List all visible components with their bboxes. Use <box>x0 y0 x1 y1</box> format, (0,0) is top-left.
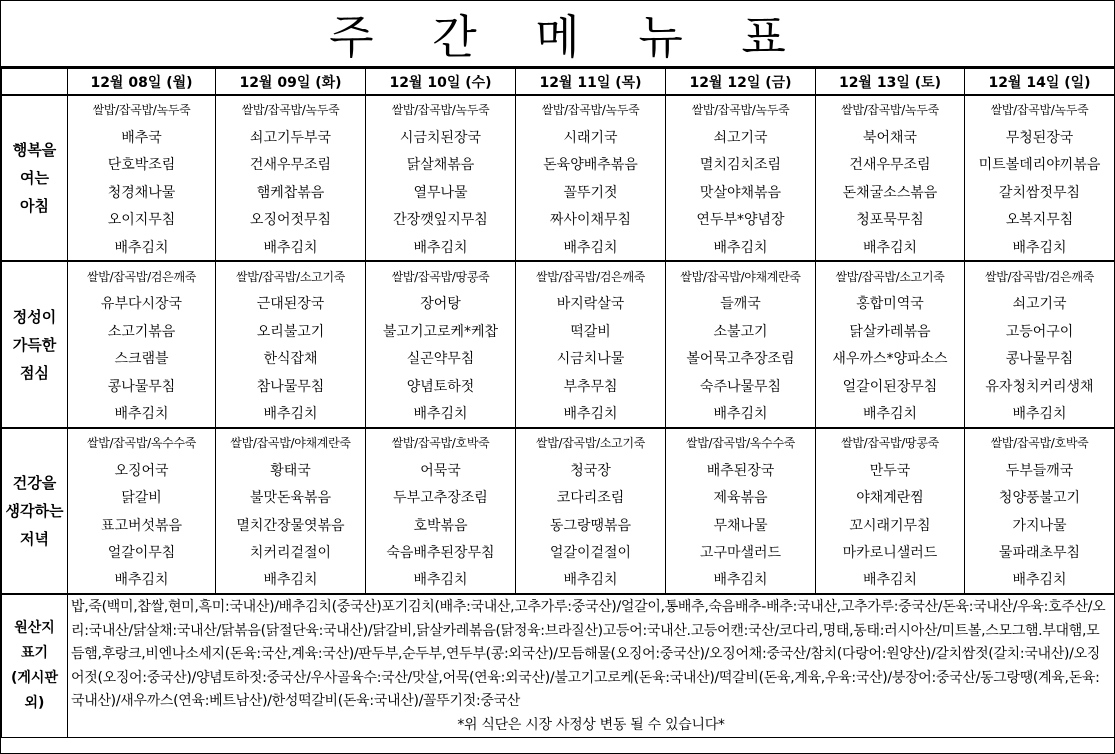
menu-item: 두부들깨국 <box>965 456 1115 483</box>
menu-item: 쌀밥/잡곡밥/호박죽 <box>965 428 1115 456</box>
meal-label-line: 건강을 <box>12 473 57 492</box>
origin-label <box>2 594 68 738</box>
day-header: 12월 11일 (목) <box>516 69 666 96</box>
menu-item: 쌀밥/잡곡밥/소고기죽 <box>816 261 965 289</box>
day-header: 12월 14일 (일) <box>965 69 1115 96</box>
menu-item: 양념토하젓 <box>366 372 516 399</box>
menu-item: 오복지무침 <box>965 206 1115 233</box>
menu-item: 배추김치 <box>216 566 366 594</box>
menu-item: 호박볶음 <box>366 511 516 538</box>
menu-item: 무청된장국 <box>965 123 1115 150</box>
meal-label-line: 여는 <box>20 169 49 188</box>
menu-item: 배추김치 <box>666 399 816 427</box>
menu-item: 쌀밥/잡곡밥/녹두죽 <box>666 95 816 123</box>
notice-text: *위 식단은 시장 사정상 변동 될 수 있습니다* <box>457 716 725 733</box>
menu-item: 장어탕 <box>366 290 516 317</box>
menu-item: 쌀밥/잡곡밥/땅콩죽 <box>366 261 516 289</box>
menu-item: 배추된장국 <box>666 456 816 483</box>
menu-item: 간장깻잎지무침 <box>366 206 516 233</box>
page-title: 주 간 메 뉴 표 <box>1 1 1114 68</box>
day-header: 12월 13일 (토) <box>816 69 965 96</box>
menu-item: 단호박조림 <box>68 151 216 178</box>
menu-item: 배추김치 <box>366 233 516 261</box>
menu-item: 미트볼데리야끼볶음 <box>965 151 1115 178</box>
menu-item: 표고버섯볶음 <box>68 511 216 538</box>
menu-item: 새우까스*양파소스 <box>816 345 965 372</box>
menu-item: 얼갈이된장무침 <box>816 372 965 399</box>
menu-item: 쌀밥/잡곡밥/검은깨죽 <box>516 261 666 289</box>
menu-item: 쌀밥/잡곡밥/옥수수죽 <box>68 428 216 456</box>
meal-label-line: 가득한 <box>12 335 57 354</box>
menu-item: 열무나물 <box>366 178 516 205</box>
menu-item: 배추김치 <box>516 233 666 261</box>
meal-label <box>2 428 68 594</box>
menu-item: 쌀밥/잡곡밥/검은깨죽 <box>965 261 1115 289</box>
menu-item: 연두부*양념장 <box>666 206 816 233</box>
meal-label-line: 생각하는 <box>5 501 64 520</box>
origin-label-line: 외) <box>24 695 45 712</box>
menu-row <box>2 566 1115 594</box>
menu-item: 북어채국 <box>816 123 965 150</box>
menu-item: 소불고기 <box>666 317 816 344</box>
menu-item: 오징어국 <box>68 456 216 483</box>
menu-item: 쌀밥/잡곡밥/소고기죽 <box>516 428 666 456</box>
origin-text: 밥,죽(백미,찹쌀,현미,흑미:국내산)/배추김치(중국산)포기김치(배추:국내산,고추가루:중국산)/얼갈이,통배추,숙음배추-배추:국내산,고추가루:중국산/돈육:국내산/우육:호주산/오리:국내산/닭살채:국내산/닭볶음(닭절단육:국내산)/닭갈비,닭살카레볶음(닭정육:브라질산)고등어:국내산.고등어캔:국산/코다리,명태,동태:러시아산/미트볼,스모그햄.부대햄,모듬햄,후랑크,비엔나소세지(돈육:국산,계육:국산)/판두부,순두부,연두부(콩:외국산)/모듬해물(오징어:중국산)/오징어채:중국산/참치(다랑어:원양산)/갈치쌈젓(갈치:국내산)/오징어젓(오징어:중국산)/양념토하젓:중국산/우사골육수:국산/맛살,어묵(연육:외국산)/불고기고로케(돈육:국내산)/떡갈비(돈육,계육,우육:국산)/붕장어:중국산/동그랑땡(계육,돈육:국내산)/새우까스(연육:베트남산)/한성떡갈비(돈육:국내산)/꼴뚜기젓:중국산 <box>71 599 1106 710</box>
menu-item: 쌀밥/잡곡밥/녹두죽 <box>68 95 216 123</box>
menu-item: 갈치쌈젓무침 <box>965 178 1115 205</box>
menu-item: 쇠고기국 <box>666 123 816 150</box>
menu-item: 멸치간장물엿볶음 <box>216 511 366 538</box>
menu-item: 쌀밥/잡곡밥/녹두죽 <box>216 95 366 123</box>
menu-item: 쌀밥/잡곡밥/야채계란죽 <box>216 428 366 456</box>
menu-item: 얼갈이겉절이 <box>516 538 666 565</box>
menu-item: 배추김치 <box>816 399 965 427</box>
menu-item: 배추김치 <box>965 233 1115 261</box>
menu-item: 실곤약무침 <box>366 345 516 372</box>
day-header: 12월 08일 (월) <box>68 69 216 96</box>
menu-item: 청경채나물 <box>68 178 216 205</box>
menu-row <box>2 538 1115 565</box>
menu-item: 오징어젓무침 <box>216 206 366 233</box>
header-row <box>2 69 1115 96</box>
menu-item: 콩나물무침 <box>68 372 216 399</box>
menu-item: 쌀밥/잡곡밥/녹두죽 <box>965 95 1115 123</box>
menu-item: 제육볶음 <box>666 483 816 510</box>
menu-row <box>2 372 1115 399</box>
menu-item: 청포묵무침 <box>816 206 965 233</box>
menu-row <box>2 95 1115 123</box>
menu-item: 배추김치 <box>965 566 1115 594</box>
day-header: 12월 09일 (화) <box>216 69 366 96</box>
menu-item: 건새우무조림 <box>816 151 965 178</box>
menu-item: 쌀밥/잡곡밥/옥수수죽 <box>666 428 816 456</box>
menu-item: 고구마샐러드 <box>666 538 816 565</box>
meal-label-line: 저녁 <box>20 529 49 548</box>
menu-item: 오이지무침 <box>68 206 216 233</box>
menu-item: 무채나물 <box>666 511 816 538</box>
menu-item: 배추김치 <box>366 399 516 427</box>
menu-row <box>2 317 1115 344</box>
menu-item: 청양풍불고기 <box>965 483 1115 510</box>
menu-item: 돈채굴소스볶음 <box>816 178 965 205</box>
menu-item: 배추김치 <box>216 233 366 261</box>
menu-item: 돈육양배추볶음 <box>516 151 666 178</box>
menu-item: 꼬시래기무침 <box>816 511 965 538</box>
menu-item: 꼴뚜기젓 <box>516 178 666 205</box>
menu-item: 만두국 <box>816 456 965 483</box>
menu-item: 쌀밥/잡곡밥/호박죽 <box>366 428 516 456</box>
menu-item: 소고기볶음 <box>68 317 216 344</box>
menu-item: 햄케찹볶음 <box>216 178 366 205</box>
menu-item: 쌀밥/잡곡밥/땅콩죽 <box>816 428 965 456</box>
menu-item: 황태국 <box>216 456 366 483</box>
menu-item: 배추김치 <box>666 566 816 594</box>
menu-row <box>2 261 1115 289</box>
menu-item: 배추김치 <box>666 233 816 261</box>
menu-item: 두부고추장조림 <box>366 483 516 510</box>
menu-item: 어묵국 <box>366 456 516 483</box>
menu-item: 배추김치 <box>68 399 216 427</box>
menu-item: 닭살카레볶음 <box>816 317 965 344</box>
menu-row <box>2 483 1115 510</box>
menu-item: 숙주나물무침 <box>666 372 816 399</box>
meal-label <box>2 261 68 427</box>
origin-label-line: 원산지 <box>14 620 55 637</box>
menu-item: 물파래초무침 <box>965 538 1115 565</box>
menu-item: 쌀밥/잡곡밥/녹두죽 <box>366 95 516 123</box>
menu-item: 고등어구이 <box>965 317 1115 344</box>
menu-item: 배추김치 <box>216 399 366 427</box>
menu-item: 홍합미역국 <box>816 290 965 317</box>
menu-item: 멸치김치조림 <box>666 151 816 178</box>
menu-item: 맛살야채볶음 <box>666 178 816 205</box>
menu-item: 쌀밥/잡곡밥/검은깨죽 <box>68 261 216 289</box>
menu-item: 오리불고기 <box>216 317 366 344</box>
menu-item: 떡갈비 <box>516 317 666 344</box>
menu-item: 시래기국 <box>516 123 666 150</box>
menu-item: 배추김치 <box>516 566 666 594</box>
meal-label-line: 아침 <box>20 197 49 216</box>
menu-item: 불고기고로케*케찹 <box>366 317 516 344</box>
menu-item: 근대된장국 <box>216 290 366 317</box>
menu-item: 배추김치 <box>516 399 666 427</box>
menu-row <box>2 178 1115 205</box>
menu-item: 볼어묵고추장조림 <box>666 345 816 372</box>
menu-row <box>2 290 1115 317</box>
menu-item: 쌀밥/잡곡밥/녹두죽 <box>816 95 965 123</box>
menu-row <box>2 123 1115 150</box>
menu-row <box>2 511 1115 538</box>
menu-item: 청국장 <box>516 456 666 483</box>
menu-item: 배추국 <box>68 123 216 150</box>
origin-text-cell <box>68 594 1115 738</box>
menu-item: 닭갈비 <box>68 483 216 510</box>
meal-label-line: 점심 <box>20 363 49 382</box>
menu-row <box>2 345 1115 372</box>
menu-row <box>2 206 1115 233</box>
menu-row <box>2 151 1115 178</box>
meal-label <box>2 95 68 261</box>
menu-item: 배추김치 <box>816 566 965 594</box>
origin-label-line: (게시판 <box>11 670 58 687</box>
menu-item: 시금치나물 <box>516 345 666 372</box>
menu-item: 건새우무조림 <box>216 151 366 178</box>
menu-item: 쌀밥/잡곡밥/녹두죽 <box>516 95 666 123</box>
menu-item: 배추김치 <box>68 566 216 594</box>
menu-table <box>1 68 1115 738</box>
menu-item: 쌀밥/잡곡밥/소고기죽 <box>216 261 366 289</box>
menu-item: 배추김치 <box>68 233 216 261</box>
origin-row <box>2 594 1115 738</box>
menu-item: 닭살채볶음 <box>366 151 516 178</box>
menu-item: 짜사이채무침 <box>516 206 666 233</box>
meal-label-line: 정성이 <box>12 307 57 326</box>
menu-item: 부추무침 <box>516 372 666 399</box>
menu-item: 쇠고기국 <box>965 290 1115 317</box>
menu-item: 참나물무침 <box>216 372 366 399</box>
meal-label-line: 행복을 <box>12 141 57 160</box>
menu-item: 배추김치 <box>816 233 965 261</box>
day-header: 12월 10일 (수) <box>366 69 516 96</box>
menu-item: 유부다시장국 <box>68 290 216 317</box>
menu-item: 스크램블 <box>68 345 216 372</box>
menu-item: 쌀밥/잡곡밥/야채계란죽 <box>666 261 816 289</box>
menu-item: 야채계란찜 <box>816 483 965 510</box>
menu-item: 유자청치커리생채 <box>965 372 1115 399</box>
menu-row <box>2 233 1115 261</box>
menu-item: 숙음배추된장무침 <box>366 538 516 565</box>
menu-item: 동그랑땡볶음 <box>516 511 666 538</box>
menu-item: 콩나물무침 <box>965 345 1115 372</box>
menu-row <box>2 399 1115 427</box>
menu-item: 배추김치 <box>366 566 516 594</box>
menu-item: 배추김치 <box>965 399 1115 427</box>
menu-item: 얼갈이무침 <box>68 538 216 565</box>
menu-item: 불맛돈육볶음 <box>216 483 366 510</box>
menu-item: 가지나물 <box>965 511 1115 538</box>
corner-cell <box>2 69 68 96</box>
menu-item: 쇠고기두부국 <box>216 123 366 150</box>
menu-item: 한식잡채 <box>216 345 366 372</box>
menu-row <box>2 428 1115 456</box>
menu-item: 시금치된장국 <box>366 123 516 150</box>
day-header: 12월 12일 (금) <box>666 69 816 96</box>
origin-label-line: 표기 <box>20 645 49 662</box>
menu-item: 치커리겉절이 <box>216 538 366 565</box>
menu-item: 마카로니샐러드 <box>816 538 965 565</box>
menu-item: 들깨국 <box>666 290 816 317</box>
menu-item: 코다리조림 <box>516 483 666 510</box>
menu-item: 바지락살국 <box>516 290 666 317</box>
menu-row <box>2 456 1115 483</box>
